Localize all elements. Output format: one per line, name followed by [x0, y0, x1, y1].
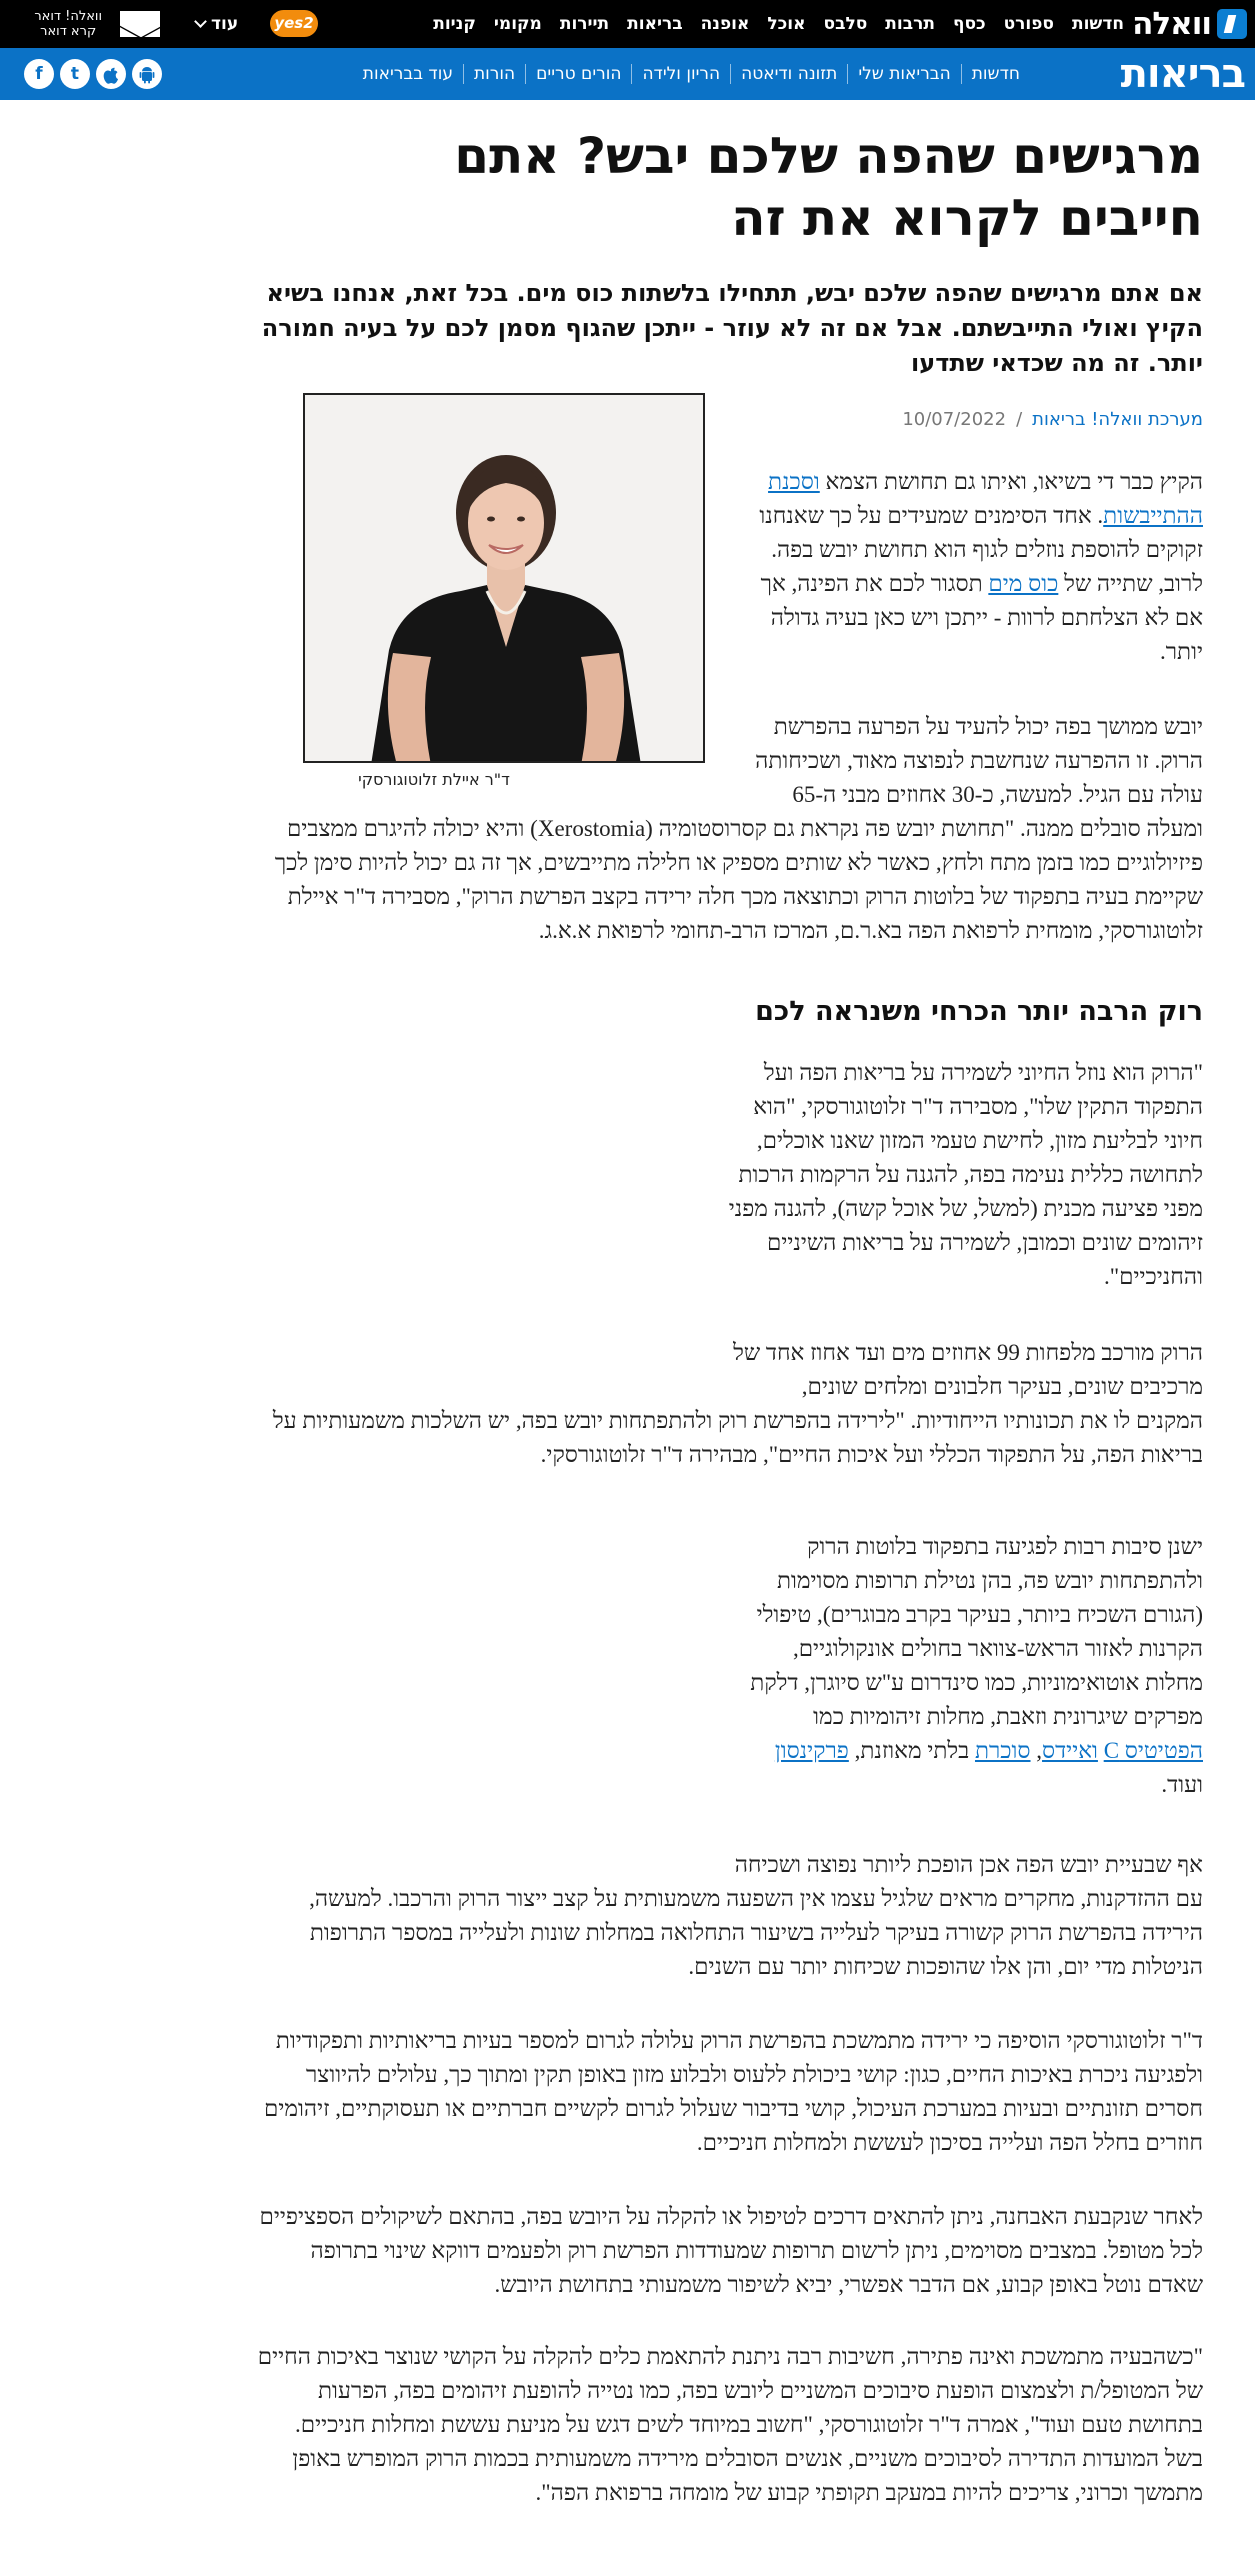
- paragraph-1-text-a: הקיץ כבר די בשיאו, ואיתו גם תחושת הצמא: [819, 469, 1203, 494]
- nav-item-health[interactable]: בריאות: [627, 14, 683, 34]
- mail-line-1: וואלה! דואר: [34, 9, 102, 24]
- paragraph-5-text-c: ,: [1030, 1738, 1043, 1763]
- walla-logo[interactable]: [1132, 7, 1247, 41]
- paragraph-4: [253, 1336, 1203, 1472]
- twitter-icon[interactable]: t: [60, 59, 90, 89]
- section-bar: [0, 48, 1255, 100]
- section-heading: רוק הרבה יותר הכרחי משנראה לכם: [755, 996, 1203, 1027]
- aids-link[interactable]: ואיידס: [1042, 1738, 1098, 1763]
- mail-text: [34, 9, 102, 39]
- byline-separator: /: [1016, 409, 1023, 430]
- paragraph-8: לאחר שנקבעת האבחנה, ניתן להתאים דרכים לטיפול או להקלה על היובש בפה, בהתאם לשיקולים הספציפיים לכל מטופל. במצבים מסוימים, ניתן לרשום תרופות שמעודדות הפרשת רוק ולפעמים דווקא שינוי בתרופה שאדם נוטל באופן קבוע, אם הדבר אפשרי, יביא לשיפור משמעותי בתחושת היובש.: [259, 2204, 1203, 2297]
- paragraph-9: "כשהבעיה מתמשכת ואינה פתירה, חשיבות רבה ניתנת להתאמת כלים להקלה על הקושי שנוצר באיכות החיים של המטופל/ת ולצמצום הופעת סיבוכים המשניים ליובש בפה, כמו נטייה להופעת זיהומים בפה, הפרעות בתחושת טעם ועוד", אמרה ד"ר זלוטוגורסקי, "חשוב במיוחד לשים דגש על מניעת עששת ומחלות חניכיים. בשל המועדות התדירה לסיבוכים משניים, אנשים הסובלים מירידה משמעותית בכמות הרוק המופרש באופן מתמשך וכרוני, צריכים להיות במעקב תקופתי קבוע של מומחה ברפואת הפה".: [257, 2344, 1203, 2505]
- doctor-photo[interactable]: [303, 393, 705, 763]
- section-link-nutrition[interactable]: תזונה ודיאטה: [730, 64, 847, 84]
- section-link-more-health[interactable]: עוד בבריאות: [362, 64, 453, 84]
- paragraph-1-text-c: תסגור לכם את הפינה, אך אם לא הצלחתם לרוות - ייתכן ויש כאן בעיה גדולה יותר.: [760, 571, 1203, 664]
- paragraph-2: [253, 710, 1203, 948]
- more-menu[interactable]: [196, 0, 238, 48]
- nav-item-local[interactable]: מקומי: [493, 14, 542, 34]
- doctor-portrait-image: [303, 395, 703, 763]
- paragraph-4-text-a: הרוק מורכב מלפחות 99 אחוזים מים ועד אחוז אחד של מרכיבים שונים, בעיקר חלבונים ומלחים שונים,: [733, 1340, 1203, 1399]
- paragraph-3: "הרוק הוא נוזל החיוני לשמירה על בריאות הפה ועל התפקוד התקין שלו", מסבירה ד"ר זלוטוגורסקי, "הוא חיוני לבליעת מזון, לחישת טעמי המזון שאנו אוכלים, לתחושה כללית נעימה בפה, להגנה על הרקמות הרכות מפני פציעה מכנית (למשל, של אוכל קשה), להגנה מפני זיהומים שונים וכמובן, לשמירה על בריאות השיניים והחניכיים".: [728, 1060, 1203, 1289]
- nav-item-culture[interactable]: תרבות: [885, 14, 935, 34]
- dehydration-link[interactable]: וסכנת ההתייבשות: [768, 469, 1203, 528]
- article-date: 10/07/2022: [902, 409, 1007, 430]
- paragraph-6: [253, 1848, 1203, 1984]
- nav-item-celebs[interactable]: סלבס: [823, 14, 868, 34]
- paragraph-7: ד"ר זלוטוגורסקי הוסיפה כי ירידה מתמשכת בהפרשת הרוק עלולה לגרום למספר בעיות בריאותיות ותפקודיות ולפגיעה ניכרת באיכות החיים, כגון: קושי ביכולת ללעוס ולבלוע מזון באופן תקין ומתוך כך, עלולים להיווצר חסרים תזונתיים ובעיות במערכת העיכול, קושי בדיבור שעלול לגרום לקשיים חברתיים או תעסוקתיים, זיהומים חוזרים בחלל הפה ועלייה בסיכון לעששת ולמחלות חניכיים.: [263, 2028, 1203, 2155]
- chevron-down-icon: [194, 15, 207, 28]
- paragraph-1-text-b: . אחד הסימנים שמעידים על כך שאנחנו זקוקים להוספת נוזלים לגוף הוא תחושת יובש בפה. לרוב, שתייה של: [759, 503, 1203, 596]
- article-lead: אם אתם מרגישים שהפה שלכם יבש, תתחילו בלשתות כוס מים. בכל זאת, אנחנו בשיא הקיץ ואולי התייבשתם. אבל אם זה לא עוזר - ייתכן שהגוף מסמן לכם על בעיה חמורה יותר. זה מה שכדאי שתדעו: [261, 279, 1203, 377]
- section-title[interactable]: בריאות: [1120, 51, 1245, 97]
- nav-item-shopping[interactable]: קניות: [433, 14, 476, 34]
- more-menu-label: עוד: [211, 14, 239, 34]
- paragraph-2-text: יובש ממושך בפה יכול להעיד על הפרעה בהפרשת הרוק. זו ההפרעה שנחשבת לנפוצה מאוד, ושכיחותה עולה עם הגיל. למעשה, כ-30 אחוזים מבני ה-65 ומעלה סובלים ממנה. "תחושת יובש פה נקראת גם קסרוסטומיה (Xerostomia) והיא יכולה להיגרם ממצבים פיזיולוגיים כמו בזמן מתח ולחץ, כאשר לא שותים מספיק או חלילה מתייבשים, אך זה גם יכול להיות סימן לכך שקיימת בעיה בתפקוד של בלוטות הרוק וכתוצאה מכך חלה ירידה בקצב הפרשת הרוק", מסבירה ד"ר איילת זלוטוגורסקי, מומחית לרפואת הפה בא.ר.ם, המרכז הרב-תחומי לרפואת א.א.ג.: [274, 714, 1203, 943]
- photo-caption: ד"ר איילת זלוטוגורסקי: [358, 770, 510, 789]
- social-links: [24, 59, 162, 89]
- nav-item-sport[interactable]: ספורט: [1003, 14, 1054, 34]
- section-link-pregnancy[interactable]: הריון ולידה: [631, 64, 730, 84]
- paragraph-1: [733, 465, 1203, 669]
- section-link-news[interactable]: חדשות: [961, 64, 1030, 84]
- nav-item-fashion[interactable]: אופנה: [700, 14, 750, 34]
- walla-logo-text: וואלה: [1132, 6, 1211, 42]
- yes2-badge[interactable]: yes2: [270, 10, 318, 37]
- top-navigation: [0, 0, 1255, 48]
- section-links: [353, 48, 1030, 100]
- paragraph-5: [743, 1530, 1203, 1802]
- facebook-icon[interactable]: f: [24, 59, 54, 89]
- paragraph-6-text-a: אף שבעיית יובש הפה אכן הופכת ליותר נפוצה ושכיחה: [734, 1852, 1203, 1877]
- paragraph-4-text-b: המקנים לו את תכונותיו הייחודיות. "לירידה בהפרשת רוק ולהתפתחות יובש בפה, יש השלכות משמעותיות על בריאות הפה, על התפקוד הכללי ועל איכות החיים", מבהירה ד"ר זלוטוגורסקי.: [272, 1408, 1203, 1467]
- mail-link[interactable]: [0, 0, 160, 48]
- article-headline: מרגישים שהפה שלכם יבש? אתם חייבים לקרוא את זה: [454, 127, 1203, 247]
- nav-item-money[interactable]: כסף: [952, 14, 986, 34]
- paragraph-5-text-a: ישנן סיבות רבות לפגיעה בתפקוד בלוטות הרוק ולהתפתחות יובש פה, בהן נטילת תרופות מסוימות (הגורם השכיח ביותר, בעיקר בקרב מבוגרים), טיפולי הקרנות לאזור הראש-צוואר בחולים אונקולוגיים, מחלות אוטואימוניות, כמו סינדרום ע"ש סיוגרן, דלקת מפרקים שיגרונית וזאבת, מחלות זיהומיות כמו: [750, 1534, 1203, 1729]
- walla-logo-icon: [1217, 9, 1247, 39]
- section-link-parenting[interactable]: הורות: [463, 64, 525, 84]
- envelope-icon: [120, 11, 160, 37]
- figure-wrap-spacer: [253, 710, 733, 812]
- paragraph-6-text-b: עם ההזדקנות, מחקרים מראים שלגיל עצמו אין השפעה משמעותית על קצב ייצור הרוק והרכבו. למעשה, הירידה בהפרשת הרוק קשורה בעיקר לעלייה בשיעור התחלואה במחלות שונות ולעלייה במספר התרופות הניטלות מדי יום, והן אלו שהופכות שכיחות יותר עם השנים.: [309, 1886, 1203, 1979]
- main-nav: [424, 0, 1133, 48]
- nav-item-food[interactable]: אוכל: [767, 14, 806, 34]
- water-glass-link[interactable]: כוס מים: [988, 571, 1059, 596]
- article: [253, 100, 1203, 430]
- android-icon[interactable]: [132, 59, 162, 89]
- hepatitis-link[interactable]: הפטיטיס C: [1103, 1738, 1203, 1763]
- paragraph-5-text-e: ועוד.: [1161, 1772, 1203, 1797]
- article-author[interactable]: מערכת וואלה! בריאות: [1032, 409, 1203, 430]
- apple-icon[interactable]: [96, 59, 126, 89]
- nav-item-news[interactable]: חדשות: [1071, 14, 1124, 34]
- section-link-my-health[interactable]: הבריאות שלי: [847, 64, 960, 84]
- diabetes-link[interactable]: סוכרת: [974, 1738, 1031, 1763]
- parkinson-link[interactable]: פרקינסון: [774, 1738, 849, 1763]
- paragraph-5-text-d: בלתי מאוזנת,: [848, 1738, 975, 1763]
- nav-item-travel[interactable]: תיירות: [559, 14, 610, 34]
- mail-line-2: קרא דואר: [40, 24, 97, 39]
- section-link-new-parents[interactable]: הורים טריים: [525, 64, 631, 84]
